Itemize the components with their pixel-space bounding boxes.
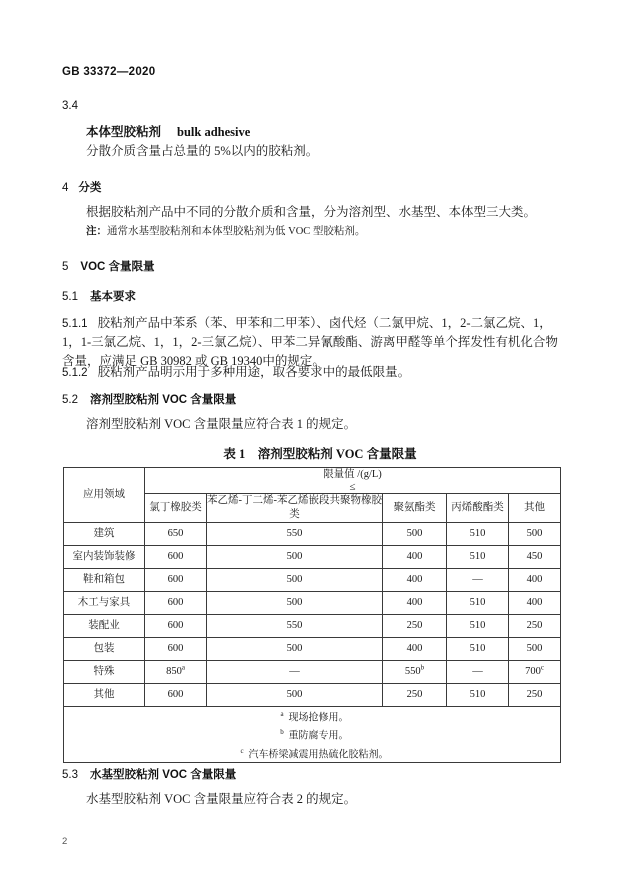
row-value: 510 — [447, 592, 509, 615]
clause-5-2-title: 溶剂型胶粘剂 VOC 含量限量 — [90, 394, 237, 406]
clause-4-title: 分类 — [78, 182, 102, 194]
standard-header: GB 33372—2020 — [62, 66, 156, 78]
footnote-mark: c — [240, 746, 244, 755]
table-header-row-1 — [64, 468, 561, 494]
row-value: 600 — [145, 615, 207, 638]
row-application: 特殊 — [64, 661, 145, 684]
table-footnotes-row — [64, 707, 561, 763]
row-value: 400 — [383, 638, 447, 661]
clause-5-3-paragraph: 水基型胶粘剂 VOC 含量限量应符合表 2 的规定。 — [86, 792, 357, 806]
header-limit-symbol: ≤ — [349, 481, 356, 493]
header-limit-label: 限量值 /(g/L) — [323, 469, 382, 480]
table-row — [64, 546, 561, 569]
row-value: 250 — [383, 684, 447, 707]
row-value: 400 — [383, 546, 447, 569]
row-value: 500 — [207, 546, 383, 569]
table-row — [64, 638, 561, 661]
row-value: 600 — [145, 638, 207, 661]
footnote-mark: a — [280, 710, 284, 718]
clause-5-1-2-text: 胶粘剂产品明示用于多种用途，取各要求中的最低限量。 — [97, 365, 411, 379]
term-chinese: 本体型胶粘剂 — [86, 125, 162, 139]
clause-4-heading — [62, 178, 562, 196]
clause-5-1-2 — [62, 363, 562, 382]
table-body — [64, 523, 561, 763]
clause-5-1-2-number: 5.1.2 — [62, 367, 88, 379]
header-limit-group — [145, 468, 561, 494]
footnote-item — [64, 725, 560, 743]
row-application: 装配业 — [64, 615, 145, 638]
clause-5-2-paragraph: 溶剂型胶粘剂 VOC 含量限量应符合表 1 的规定。 — [86, 417, 357, 431]
clause-5-3-number: 5.3 — [62, 769, 78, 781]
row-value: 600 — [145, 592, 207, 615]
table-row — [64, 615, 561, 638]
footnote-mark: b — [280, 728, 284, 737]
table-row — [64, 661, 561, 684]
clause-3-4-number — [62, 96, 562, 114]
row-value: 250 — [383, 615, 447, 638]
row-value: 550 — [207, 615, 383, 638]
term-english: bulk adhesive — [177, 125, 251, 139]
row-value: 600 — [145, 684, 207, 707]
row-value: 550 — [207, 523, 383, 546]
row-value: 500 — [207, 684, 383, 707]
clause-4-note — [86, 224, 586, 240]
footnote-ref: a — [181, 663, 185, 672]
row-value: 510 — [447, 684, 509, 707]
row-value: 400 — [509, 569, 561, 592]
row-value: 550$^b$ — [383, 661, 447, 684]
footnote-item — [64, 707, 560, 725]
clause-5-3-title: 水基型胶粘剂 VOC 含量限量 — [90, 769, 237, 781]
footnote-item — [64, 744, 560, 762]
row-value: 250 — [509, 684, 561, 707]
clause-5-1-heading — [62, 287, 562, 305]
row-value: 400 — [383, 592, 447, 615]
row-application: 鞋和箱包 — [64, 569, 145, 592]
row-value: 700$^c$ — [509, 661, 561, 684]
clause-5-2-heading — [62, 390, 562, 408]
row-value: — — [447, 569, 509, 592]
row-value: 500 — [509, 638, 561, 661]
row-value: 600 — [145, 569, 207, 592]
row-value: 650 — [145, 523, 207, 546]
clause-4-paragraph: 根据胶粘剂产品中不同的分散介质和含量，分为溶剂型、水基型、本体型三大类。 — [86, 205, 537, 219]
footnote-text: 现场抢修用。 — [288, 712, 349, 724]
table-row — [64, 523, 561, 546]
table-1-caption: 表 1 溶剂型胶粘剂 VOC 含量限量 — [223, 447, 417, 461]
clause-5-1-1-text: 胶粘剂产品中苯系（苯、甲苯和二甲苯）、卤代烃（二氯甲烷、1，2-二氯乙烷、1，1，1-三氯乙烷、1，1，2-三氯乙烷）、甲苯二异氰酸酯、游离甲醛等单个挥发性有机化合物含量，应满足 GB 30982 或 GB 19340中的规定。 — [62, 316, 558, 368]
row-value: 510 — [447, 638, 509, 661]
row-value: 850$^a$ — [145, 661, 207, 684]
row-application: 木工与家具 — [64, 592, 145, 615]
row-value: 500 — [383, 523, 447, 546]
header-col-sbs: 苯乙烯-丁二烯-苯乙烯嵌段共聚物橡胶类 — [207, 494, 383, 523]
header-application: 应用领域 — [64, 468, 145, 523]
row-value: — — [447, 661, 509, 684]
row-value: 400 — [509, 592, 561, 615]
clause-5-3-heading — [62, 765, 562, 783]
clause-4-number: 4 — [62, 182, 69, 194]
footnote-text: 重防腐专用。 — [288, 730, 349, 742]
clause-5-number: 5 — [62, 261, 69, 273]
clause-5-1-1-number: 5.1.1 — [62, 318, 88, 330]
table-row — [64, 569, 561, 592]
table-1 — [63, 467, 561, 763]
clause-3-4-definition — [86, 142, 586, 161]
row-value: 510 — [447, 523, 509, 546]
clause-5-1-title: 基本要求 — [90, 291, 136, 303]
header-col-polyurethane: 聚氨酯类 — [383, 494, 447, 523]
clause-number: 3.4 — [62, 100, 78, 112]
page-number: 2 — [62, 836, 68, 847]
row-value: 510 — [447, 546, 509, 569]
clause-5-title: VOC 含量限量 — [80, 261, 155, 273]
row-application: 建筑 — [64, 523, 145, 546]
row-value: 600 — [145, 546, 207, 569]
row-value: 500 — [207, 592, 383, 615]
row-application: 其他 — [64, 684, 145, 707]
table-row — [64, 592, 561, 615]
row-application: 室内装饰装修 — [64, 546, 145, 569]
note-text: 通常水基型胶粘剂和本体型胶粘剂为低 VOC 型胶粘剂。 — [107, 226, 366, 237]
definition-text: 分散介质含量占总量的 5%以内的胶粘剂。 — [86, 144, 319, 158]
clause-5-2-number: 5.2 — [62, 394, 78, 406]
row-value: 400 — [383, 569, 447, 592]
header-col-other: 其他 — [509, 494, 561, 523]
row-value: 510 — [447, 615, 509, 638]
row-value: — — [207, 661, 383, 684]
header-col-acrylate: 丙烯酸酯类 — [447, 494, 509, 523]
row-value: 500 — [207, 569, 383, 592]
footnote-text: 汽车桥梁减震用热硫化胶粘剂。 — [248, 748, 389, 760]
clause-5-heading — [62, 257, 562, 275]
note-label: 注： — [86, 226, 107, 237]
clause-3-4-term — [86, 122, 586, 141]
header-col-chloroprene: 氯丁橡胶类 — [145, 494, 207, 523]
footnote-ref: b — [420, 663, 425, 672]
table-row — [64, 684, 561, 707]
row-application: 包装 — [64, 638, 145, 661]
row-value: 500 — [207, 638, 383, 661]
row-value: 450 — [509, 546, 561, 569]
table-footnotes — [64, 707, 561, 763]
footnote-ref: c — [540, 663, 544, 672]
clause-5-1-number: 5.1 — [62, 291, 78, 303]
row-value: 250 — [509, 615, 561, 638]
row-value: 500 — [509, 523, 561, 546]
